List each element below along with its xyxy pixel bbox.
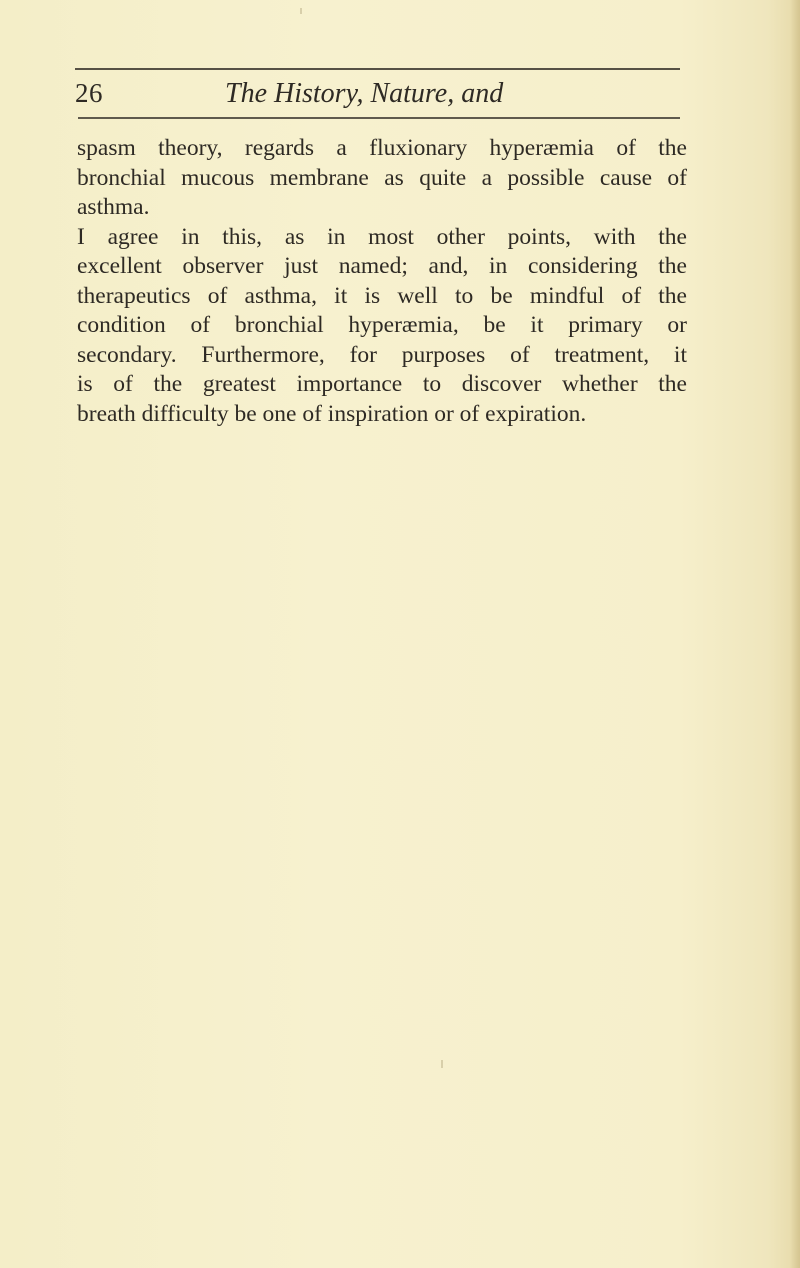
paper-speck bbox=[441, 1060, 443, 1068]
text-line: therapeutics of asthma, it is well to be mindful of the bbox=[77, 282, 687, 309]
text-line: bronchial mucous membrane as quite a possible cause of bbox=[77, 164, 687, 191]
page-edge-shadow bbox=[790, 0, 800, 1268]
paragraph bbox=[77, 134, 687, 223]
text-line: asthma. bbox=[77, 194, 150, 220]
running-head: The History, Nature, and bbox=[225, 78, 504, 109]
text-line: condition of bronchial hyperæmia, be it primary or bbox=[77, 312, 687, 338]
page-header bbox=[75, 68, 675, 114]
body-text bbox=[77, 134, 687, 429]
text-line: breath difficulty be one of inspiration or of expiration. bbox=[77, 400, 587, 427]
page-number: 26 bbox=[75, 78, 103, 108]
text-line: spasm theory, regards a fluxionary hyperæmia of the bbox=[77, 135, 687, 161]
header-bottom-rule bbox=[78, 117, 680, 119]
text-line: secondary. Furthermore, for purposes of treatment, it bbox=[77, 341, 687, 368]
paragraph bbox=[77, 223, 687, 430]
paper-speck bbox=[300, 8, 302, 14]
text-line: is of the greatest importance to discover whether the bbox=[77, 371, 687, 397]
text-line: excellent observer just named; and, in considering the bbox=[77, 253, 687, 279]
text-line: I agree in this, as in most other points, with the bbox=[77, 223, 687, 250]
